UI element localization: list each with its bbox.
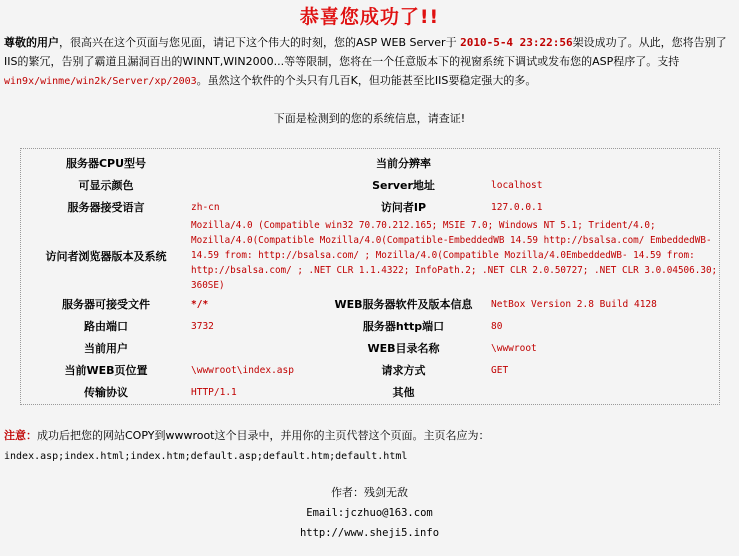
table-row: [21, 218, 719, 293]
files-value: */*: [191, 298, 209, 310]
webdir-label: WEB目录名称: [367, 342, 440, 355]
default-pages: index.asp;index.html;index.htm;default.asp;default.htm;default.html: [4, 451, 408, 462]
table-row: [21, 337, 719, 359]
table-row: [21, 293, 719, 315]
table-row: [21, 315, 719, 337]
table-row: [21, 152, 719, 174]
setup-datetime: 2010-5-4 23:22:56: [460, 36, 573, 49]
intro-paragraph: [4, 33, 729, 91]
check-note: 下面是检测到的您的系统信息，请查证!: [273, 112, 466, 125]
colors-value: [191, 174, 316, 196]
system-info-table: [21, 152, 719, 403]
browser-label: 访问者浏览器版本及系统: [45, 249, 167, 263]
page-path-value: \wwwroot\index.asp: [191, 364, 294, 376]
server-addr-value: localhost: [491, 179, 543, 191]
user-value: [191, 337, 316, 359]
protocol-label: 传输协议: [84, 386, 128, 399]
page-title: 恭喜您成功了!!: [299, 6, 440, 28]
port-value: 3732: [191, 320, 214, 332]
colors-label: 可显示颜色: [78, 179, 134, 192]
visitor-ip-value: 127.0.0.1: [491, 201, 543, 213]
protocol-value: HTTP/1.1: [191, 386, 237, 398]
table-row: [21, 174, 719, 196]
author-site-link[interactable]: [0, 526, 739, 539]
resolution-label: 当前分辨率: [376, 157, 431, 170]
http-port-value: 80: [491, 320, 503, 332]
http-port-label: 服务器http端口: [362, 320, 445, 333]
files-label: 服务器可接受文件: [62, 298, 150, 311]
other-label: 其他: [392, 386, 415, 399]
site-url: http://www.sheji5.info: [299, 527, 440, 539]
supported-platforms: win9x/winme/win2k/Server/xp/2003: [4, 76, 197, 87]
method-value: GET: [491, 364, 509, 376]
port-label: 路由端口: [84, 320, 128, 333]
table-row: [21, 381, 719, 403]
resolution-value: [491, 152, 719, 174]
notice-text: 成功后把您的网站COPY到wwwroot这个目录中，并用你的主页代替这个页面。主页名应为：: [37, 429, 490, 442]
intro-text-3: 。虽然这个软件的个头只有几百K，但功能甚至比IIS要稳定强大的多。: [196, 74, 537, 87]
software-value: NetBox Version 2.8 Build 4128: [491, 298, 657, 310]
notice-label: 注意：: [4, 429, 37, 442]
table-row: [21, 196, 719, 218]
lang-label: 服务器接受语言: [67, 201, 145, 214]
server-addr-label: Server地址: [372, 179, 435, 192]
table-row: [21, 359, 719, 381]
cpu-label: 服务器CPU型号: [65, 157, 147, 170]
browser-value: Mozilla/4.0 (Compatible win32 70.70.212.165; MSIE 7.0; Windows NT 5.1; Trident/4.0; Mozilla/4.0(Compatible Mozilla/4.0(Compatible-EmbeddedWB 14.59 http://bsalsa.com/ EmbeddedWB- 14.59 from: http://bsalsa.com/ ; Mozilla/4.0(Compatible Mozilla/4.0EmbeddedWB- 14.59 from: http://bsalsa.com/ ; .NET CLR 1.1.4322; InfoPath.2; .NET CLR 2.0.50727; .NET CLR 3.0.04506.30; 360SE): [191, 220, 718, 291]
webdir-value: \wwwroot: [491, 342, 537, 354]
intro-text-1: ，很高兴在这个页面与您见面，请记下这个伟大的时刻，您的ASP WEB Server于: [59, 36, 457, 49]
other-value: [491, 381, 719, 403]
visitor-ip-label: 访问者IP: [380, 201, 427, 214]
cpu-value: [191, 152, 316, 174]
greeting: 尊敬的用户: [4, 36, 59, 49]
system-info-box: [20, 148, 720, 405]
author-credit: 作者：残剑无敌: [331, 486, 408, 499]
author-email: [0, 506, 739, 519]
notice-paragraph: [4, 426, 736, 467]
method-label: 请求方式: [381, 364, 426, 377]
user-label: 当前用户: [84, 342, 128, 355]
intro-text-2: 架设成功了。从此，您将告别了IIS的繁冗，告别了霸道且漏洞百出的WINNT,WIN2000...等等限制，您将在一个任意版本下的视窗系统下调试或发布您的ASP程序了。支持: [4, 36, 727, 68]
lang-value: zh-cn: [191, 201, 220, 213]
page-path-label: 当前WEB页位置: [64, 364, 148, 377]
email-text: Email:jczhuo@163.com: [306, 507, 433, 519]
software-label: WEB服务器软件及版本信息: [334, 298, 473, 311]
